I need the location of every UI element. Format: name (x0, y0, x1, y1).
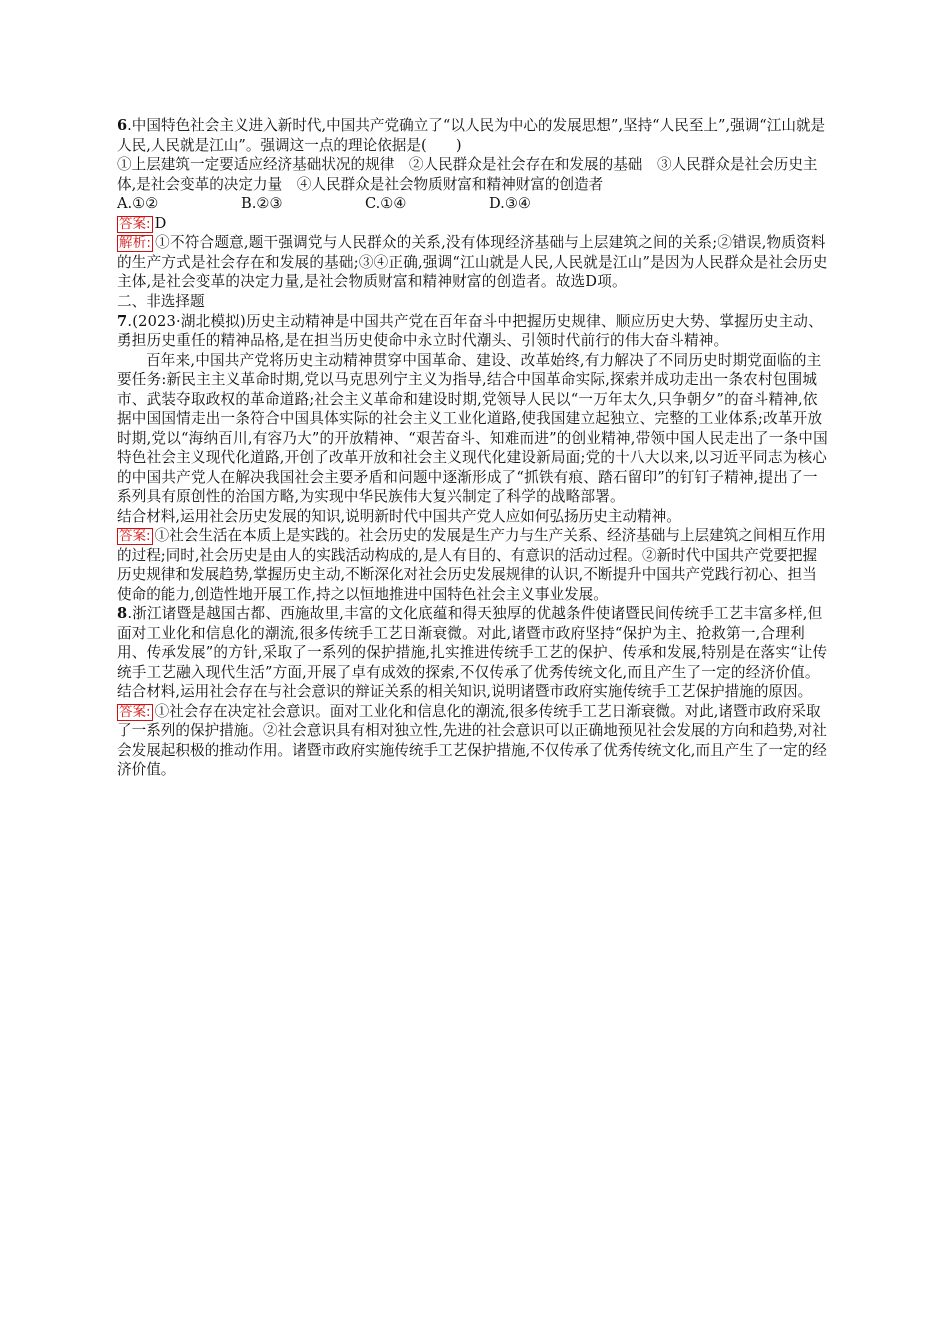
answer-tag: 答案: (119, 215, 151, 232)
question-7 (117, 312, 829, 605)
question-number: 8 (117, 605, 128, 622)
answer-tag: 答案: (119, 528, 151, 544)
section-heading: 二、非选择题 (117, 292, 205, 310)
option-d: D.③④ (489, 195, 531, 212)
analysis-tag: 解析: (119, 235, 152, 251)
question-number: 7 (117, 312, 128, 330)
option-b: B.②③ (241, 195, 283, 212)
question-6-stem: 6.中国特色社会主义进入新时代,中国共产党确立了“以人民为中心的发展思想”,坚持“人民至上”,强调“江山就是人民,人民就是江山”。强调这一点的理论依据是( ) (117, 117, 826, 154)
question-6-analysis: 解析: ①不符合题意,题干强调党与人民群众的关系,没有体现经济基础与上层建筑之间的关系;②错误,物质资料的生产方式是社会存在和发展的基础;③④正确,强调“江山就是人民,人民就是江山”是因为人民群众是社会历史主体,是社会变革的决定力量,是社会物质财富和精神财富的创造者。故选D项。 (117, 234, 828, 290)
answer-tag: 答案: (119, 703, 151, 720)
question-6-answer: 答案: D (119, 214, 167, 232)
question-7-question: 结合材料,运用社会历史发展的知识,说明新时代中国共产党人应如何弘扬历史主动精神。 (117, 507, 681, 525)
question-6 (117, 116, 829, 292)
option-a: A.①② (117, 195, 159, 212)
document-page (117, 116, 829, 780)
option-c: C.①④ (365, 195, 407, 212)
question-6-statements: ①上层建筑一定要适应经济基础状况的规律 ②人民群众是社会存在和发展的基础 ③人民群众是社会历史主体,是社会变革的决定力量 ④人民群众是社会物质财富和精神财富的创造者 (117, 156, 818, 193)
question-8 (117, 604, 829, 780)
question-7-stem: 7.(2023·湖北模拟)历史主动精神是中国共产党在百年奋斗中把握历史规律、顺应历史大势、掌握历史主动、勇担历史重任的精神品格,是在担当历史使命中永立时代潮头、引领时代前行的伟大奋斗精神。 (117, 312, 823, 349)
question-6-options (117, 194, 829, 214)
question-8-stem: 8.浙江诸暨是越国古都、西施故里,丰富的文化底蕴和得天独厚的优越条件使诸暨民间传统手工艺丰富多样,但面对工业化和信息化的潮流,很多传统手工艺日渐衰微。对此,诸暨市政府坚持“保护为主、抢救第一,合理利用、传承发展”的方针,采取了一系列的保护措施,扎实推进传统手工艺的保护、传承和发展,特别是在落实“让传统手工艺融入现代生活”方面,开展了卓有成效的探索,不仅传承了优秀传统文化,而且产生了一定的经济价值。 (117, 605, 828, 681)
question-7-answer: 答案: ①社会生活在本质上是实践的。社会历史的发展是生产力与生产关系、经济基础与上层建筑之间相互作用的过程;同时,社会历史是由人的实践活动构成的,是人有目的、有意识的活动过程。②新时代中国共产党要把握历史规律和发展趋势,掌握历史主动,不断深化对社会历史发展规律的认识,不断提升中国共产党践行初心、担当使命的能力,创造性地开展工作,持之以恒地推进中国特色社会主义事业发展。 (117, 527, 826, 603)
question-7-material: 百年来,中国共产党将历史主动精神贯穿中国革命、建设、改革始终,有力解决了不同历史时期党面临的主要任务:新民主主义革命时期,党以马克思列宁主义为指导,结合中国革命实际,探索并成功走出一条农村包围城市、武装夺取政权的革命道路;社会主义革命和建设时期,党领导人民以“一万年太久,只争朝夕”的奋斗精神,依据中国国情走出一条符合中国具体实际的社会主义工业化道路,使我国建立起独立、完整的工业体系;改革开放时期,党以“海纳百川,有容乃大”的开放精神、“艰苦奋斗、知难而进”的创业精神,带领中国人民走出了一条中国特色社会主义现代化道路,开创了改革开放和社会主义现代化建设新局面;党的十八大以来,以习近平同志为核心的中国共产党人在解决我国社会主要矛盾和问题中逐渐形成了“抓铁有痕、踏石留印”的钉钉子精神,提出了一系列具有原创性的治国方略,为实现中华民族伟大复兴制定了科学的战略部署。 (117, 351, 828, 505)
question-number: 6 (117, 117, 128, 134)
question-8-question: 结合材料,运用社会存在与社会意识的辩证关系的相关知识,说明诸暨市政府实施传统手工艺保护措施的原因。 (117, 683, 813, 700)
question-8-answer: 答案: ①社会存在决定社会意识。面对工业化和信息化的潮流,很多传统手工艺日渐衰微。对此,诸暨市政府采取了一系列的保护措施。②社会意识具有相对独立性,先进的社会意识可以正确地预见社会发展的方向和趋势,对社会发展起积极的推动作用。诸暨市政府实施传统手工艺保护措施,不仅传承了优秀传统文化,而且产生了一定的经济价值。 (117, 702, 827, 778)
